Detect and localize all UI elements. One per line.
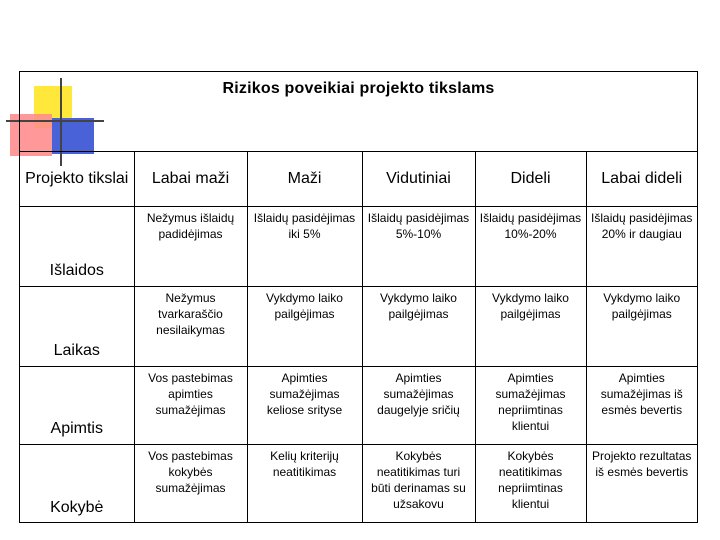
table-row: [20, 207, 697, 287]
table-row: [20, 287, 697, 367]
table-cell: Vykdymo laiko pailgėjimas: [247, 287, 362, 367]
table-cell: Projekto rezultatas iš esmės bevertis: [586, 445, 697, 523]
table-row: [20, 367, 697, 445]
risk-impact-table-frame: [19, 71, 698, 523]
header-row: [20, 151, 697, 207]
row-label: Laikas: [20, 287, 134, 367]
table-cell: Apimties sumažėjimas iš esmės bevertis: [586, 367, 697, 445]
risk-impact-table: [20, 151, 697, 523]
table-cell: Nežymus tvarkaraščio nesilaikymas: [134, 287, 247, 367]
header-level: Dideli: [475, 151, 586, 207]
table-cell: Kelių kriterijų neatitikimas: [247, 445, 362, 523]
table-cell: Išlaidų pasidėjimas iki 5%: [247, 207, 362, 287]
table-cell: Apimties sumažėjimas nepriimtinas klientui: [475, 367, 586, 445]
row-label: Apimtis: [20, 367, 134, 445]
table-cell: Vykdymo laiko pailgėjimas: [475, 287, 586, 367]
header-level: Labai dideli: [586, 151, 697, 207]
header-level: Maži: [247, 151, 362, 207]
table-cell: Kokybės neatitikimas turi būti derinamas su užsakovu: [362, 445, 475, 523]
row-label: Kokybė: [20, 445, 134, 523]
table-cell: Vos pastebimas apimties sumažėjimas: [134, 367, 247, 445]
header-level: Vidutiniai: [362, 151, 475, 207]
table-cell: Apimties sumažėjimas daugelyje sričių: [362, 367, 475, 445]
row-label: Išlaidos: [20, 207, 134, 287]
table-title: Rizikos poveikiai projekto tikslams: [222, 80, 495, 97]
table-cell: Nežymus išlaidų padidėjimas: [134, 207, 247, 287]
header-level: Labai maži: [134, 151, 247, 207]
header-row-label: Projekto tikslai: [20, 151, 134, 207]
table-cell: Vykdymo laiko pailgėjimas: [362, 287, 475, 367]
table-cell: Vykdymo laiko pailgėjimas: [586, 287, 697, 367]
table-cell: Vos pastebimas kokybės sumažėjimas: [134, 445, 247, 523]
table-cell: Apimties sumažėjimas keliose srityse: [247, 367, 362, 445]
table-cell: Išlaidų pasidėjimas 10%-20%: [475, 207, 586, 287]
title-row: [20, 72, 697, 152]
table-cell: Išlaidų pasidėjimas 5%-10%: [362, 207, 475, 287]
table-cell: Išlaidų pasidėjimas 20% ir daugiau: [586, 207, 697, 287]
table-cell: Kokybės neatitikimas nepriimtinas klientui: [475, 445, 586, 523]
table-row: [20, 445, 697, 523]
